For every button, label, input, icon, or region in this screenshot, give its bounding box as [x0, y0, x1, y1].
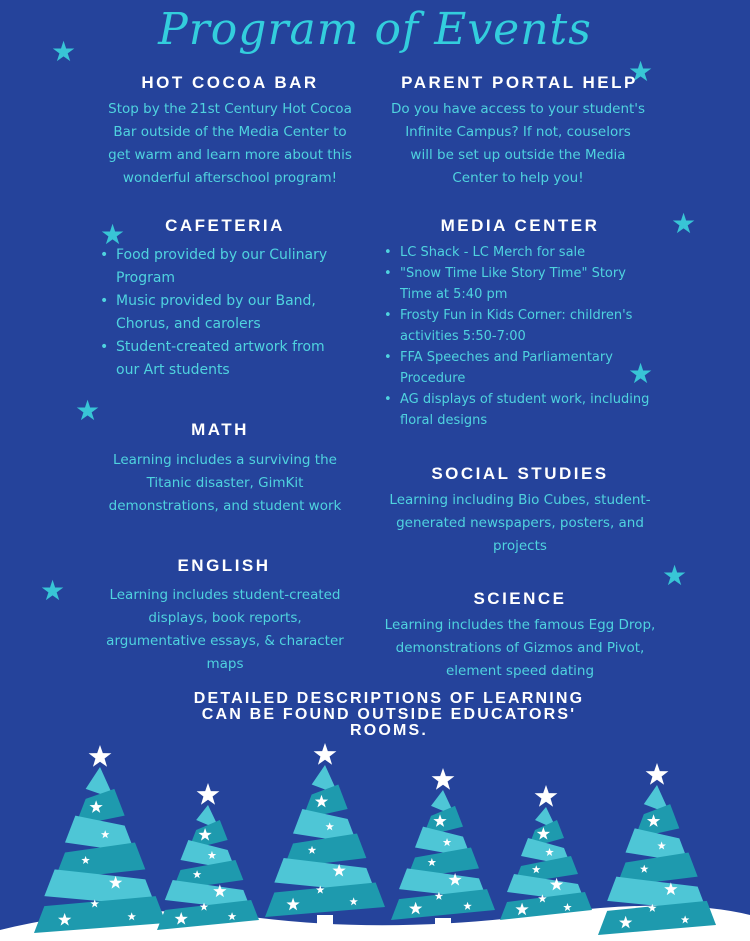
christmas-tree-icon	[500, 785, 592, 930]
text-line: Learning including Bio Cubes, student-	[389, 492, 651, 508]
star-icon: ★	[51, 35, 77, 68]
item-line: Procedure	[400, 371, 466, 386]
star-icon	[646, 763, 669, 785]
footer-note	[150, 691, 628, 739]
tree-trunk	[649, 933, 665, 941]
math-heading: MATH	[191, 420, 249, 439]
footer-line: ROOMS.	[349, 722, 429, 739]
item-line: • LC Shack - LC Merch for sale	[400, 245, 586, 260]
tree-trunk	[317, 915, 333, 927]
text-line: Do you have access to your student's	[390, 101, 646, 117]
item-line: • Food provided by our Culinary	[116, 247, 328, 263]
star-icon: ★	[662, 559, 688, 592]
tree-trunk	[538, 918, 554, 930]
footer-line: DETAILED DESCRIPTIONS OF LEARNING	[193, 690, 585, 707]
text-line: projects	[493, 538, 547, 554]
text-line: Titanic disaster, GimKit	[146, 475, 304, 491]
english-heading: ENGLISH	[177, 556, 271, 575]
item-line: Time at 5:40 pm	[400, 287, 508, 302]
hot-cocoa-heading: HOT COCOA BAR	[141, 73, 319, 92]
item-line: • Music provided by our Band,	[116, 293, 316, 309]
star-icon	[89, 745, 112, 767]
media-center-heading: MEDIA CENTER	[440, 216, 600, 235]
text-line: Learning includes a surviving the	[113, 452, 337, 468]
social-studies-text	[375, 489, 665, 558]
star-icon	[432, 768, 455, 790]
list-item	[94, 290, 364, 336]
christmas-trees-illustration	[0, 735, 750, 941]
footer-line: CAN BE FOUND OUTSIDE EDUCATORS'	[201, 706, 577, 723]
list-item	[378, 347, 678, 389]
tree-trunk	[435, 918, 451, 930]
text-line: Learning includes the famous Egg Drop,	[384, 617, 656, 633]
list-item	[378, 305, 678, 347]
christmas-tree-icon	[391, 768, 495, 930]
text-line: Learning includes student-created	[109, 587, 341, 603]
christmas-tree-icon	[598, 763, 716, 941]
list-item	[94, 244, 364, 290]
item-line: • FFA Speeches and Parliamentary	[400, 350, 613, 365]
star-icon: ★	[40, 574, 66, 607]
item-line: • Frosty Fun in Kids Corner: children's	[400, 308, 633, 323]
hot-cocoa-text	[85, 98, 375, 190]
item-line: activities 5:50-7:00	[400, 329, 526, 344]
star-icon	[197, 783, 220, 805]
star-icon: ★	[100, 218, 126, 251]
star-icon: ★	[628, 55, 654, 88]
text-line: Infinite Campus? If not, couselors	[405, 124, 631, 140]
cafeteria-heading: CAFETERIA	[165, 216, 285, 235]
english-text	[80, 584, 370, 676]
text-line: maps	[206, 656, 244, 672]
math-text	[80, 449, 370, 518]
item-line: Chorus, and carolers	[116, 316, 261, 332]
text-line: Stop by the 21st Century Hot Cocoa	[108, 101, 352, 117]
list-item	[378, 389, 678, 431]
item-line: our Art students	[116, 362, 230, 378]
text-line: will be set up outside the Media	[410, 147, 626, 163]
science-text	[370, 614, 670, 683]
text-line: demonstrations of Gizmos and Pivot,	[395, 640, 645, 656]
list-item	[378, 263, 678, 305]
text-line: generated newspapers, posters, and	[396, 515, 644, 531]
parent-portal-heading: PARENT PORTAL HELP	[401, 73, 638, 92]
item-line: floral designs	[400, 413, 488, 428]
parent-portal-text	[368, 98, 668, 190]
christmas-tree-icon	[157, 783, 259, 940]
media-center-list	[378, 242, 678, 431]
star-icon: ★	[75, 394, 101, 427]
item-line: Program	[116, 270, 176, 286]
star-icon	[314, 743, 337, 765]
star-icon: ★	[628, 357, 654, 390]
cafeteria-list	[94, 244, 364, 382]
star-icon	[535, 785, 558, 807]
tree-group	[34, 743, 716, 941]
text-line: wonderful afterschool program!	[122, 170, 338, 186]
text-line: argumentative essays, & character	[106, 633, 344, 649]
social-studies-heading: SOCIAL STUDIES	[431, 464, 609, 483]
item-line: • Student-created artwork from	[116, 339, 325, 355]
page-title: Program of Events	[158, 4, 592, 55]
christmas-tree-icon	[265, 743, 385, 927]
list-item	[378, 242, 678, 263]
text-line: Center to help you!	[452, 170, 584, 186]
tree-layer	[265, 883, 385, 918]
text-line: Bar outside of the Media Center to	[113, 124, 347, 140]
tree-trunk	[92, 931, 108, 941]
text-line: element speed dating	[445, 663, 595, 679]
item-line: • "Snow Time Like Story Time" Story	[400, 266, 626, 281]
item-line: • AG displays of student work, including	[400, 392, 650, 407]
christmas-tree-icon	[34, 745, 166, 941]
text-line: demonstrations, and student work	[108, 498, 342, 514]
science-heading: SCIENCE	[473, 589, 567, 608]
star-icon: ★	[671, 207, 697, 240]
text-line: get warm and learn more about this	[108, 147, 352, 163]
text-line: displays, book reports,	[148, 610, 302, 626]
tree-trunk	[200, 928, 216, 940]
list-item	[94, 336, 364, 382]
